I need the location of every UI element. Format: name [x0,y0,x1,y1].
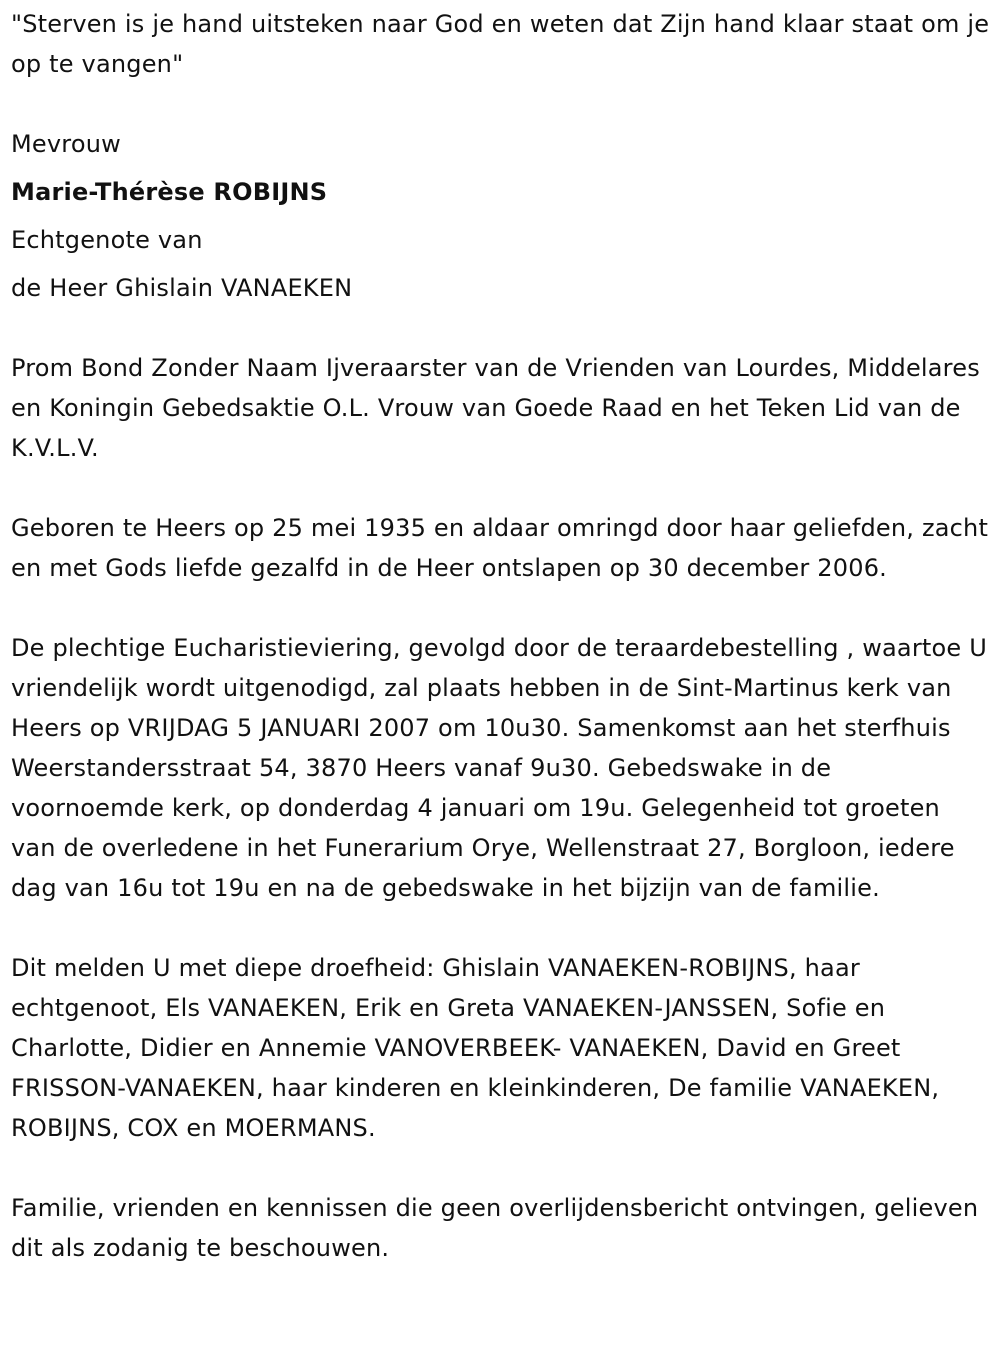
affiliations-paragraph: Prom Bond Zonder Naam Ijveraarster van de Vrienden van Lourdes, Middelares en Koningin Gebedsaktie O.L. Vrouw van Goede Raad en het Teken Lid van de K.V.L.V. [11,354,980,462]
spacer [11,1148,991,1188]
relation-line: Echtgenote van [11,226,203,254]
birth-death-paragraph: Geboren te Heers op 25 mei 1935 en aldaar omringd door haar geliefden, zacht en met Gods liefde gezalfd in de Heer ontslapen op 30 december 2006. [11,514,989,582]
deceased-name: Marie-Thérèse ROBIJNS [11,178,328,206]
spouse-line: de Heer Ghislain VANAEKEN [11,274,353,302]
quote-text: "Sterven is je hand uitsteken naar God en weten dat Zijn hand klaar staat om je op te vangen" [11,10,990,78]
spacer [11,908,991,948]
spacer [11,308,991,348]
ceremony-paragraph: De plechtige Eucharistieviering, gevolgd door de teraardebestelling , waartoe U vriendelijk wordt uitgenodigd, zal plaats hebben in de Sint-Martinus kerk van Heers op VRIJDAG 5 JANUARI 2007 om 10u30. Samenkomst aan het sterfhuis Weerstandersstraat 54, 3870 Heers vanaf 9u30. Gebedswake in de voornoemde kerk, op donderdag 4 januari om 19u. Gelegenheid tot groeten van de overledene in het Funerarium Orye, Wellenstraat 27, Borgloon, iedere dag van 16u tot 19u en na de gebedswake in het bijzijn van de familie. [11,634,987,902]
salutation: Mevrouw [11,130,121,158]
obituary-document [11,4,991,1268]
spacer [11,468,991,508]
mourners-paragraph: Dit melden U met diepe droefheid: Ghislain VANAEKEN-ROBIJNS, haar echtgenoot, Els VANAEKEN, Erik en Greta VANAEKEN-JANSSEN, Sofie en Charlotte, Didier en Annemie VANOVERBEEK- VANAEKEN, David en Greet FRISSON-VANAEKEN, haar kinderen en kleinkinderen, De familie VANAEKEN, ROBIJNS, COX en MOERMANS. [11,954,940,1142]
spacer [11,84,991,124]
spacer [11,588,991,628]
closing-note: Familie, vrienden en kennissen die geen overlijdensbericht ontvingen, gelieven dit als zodanig te beschouwen. [11,1194,979,1262]
